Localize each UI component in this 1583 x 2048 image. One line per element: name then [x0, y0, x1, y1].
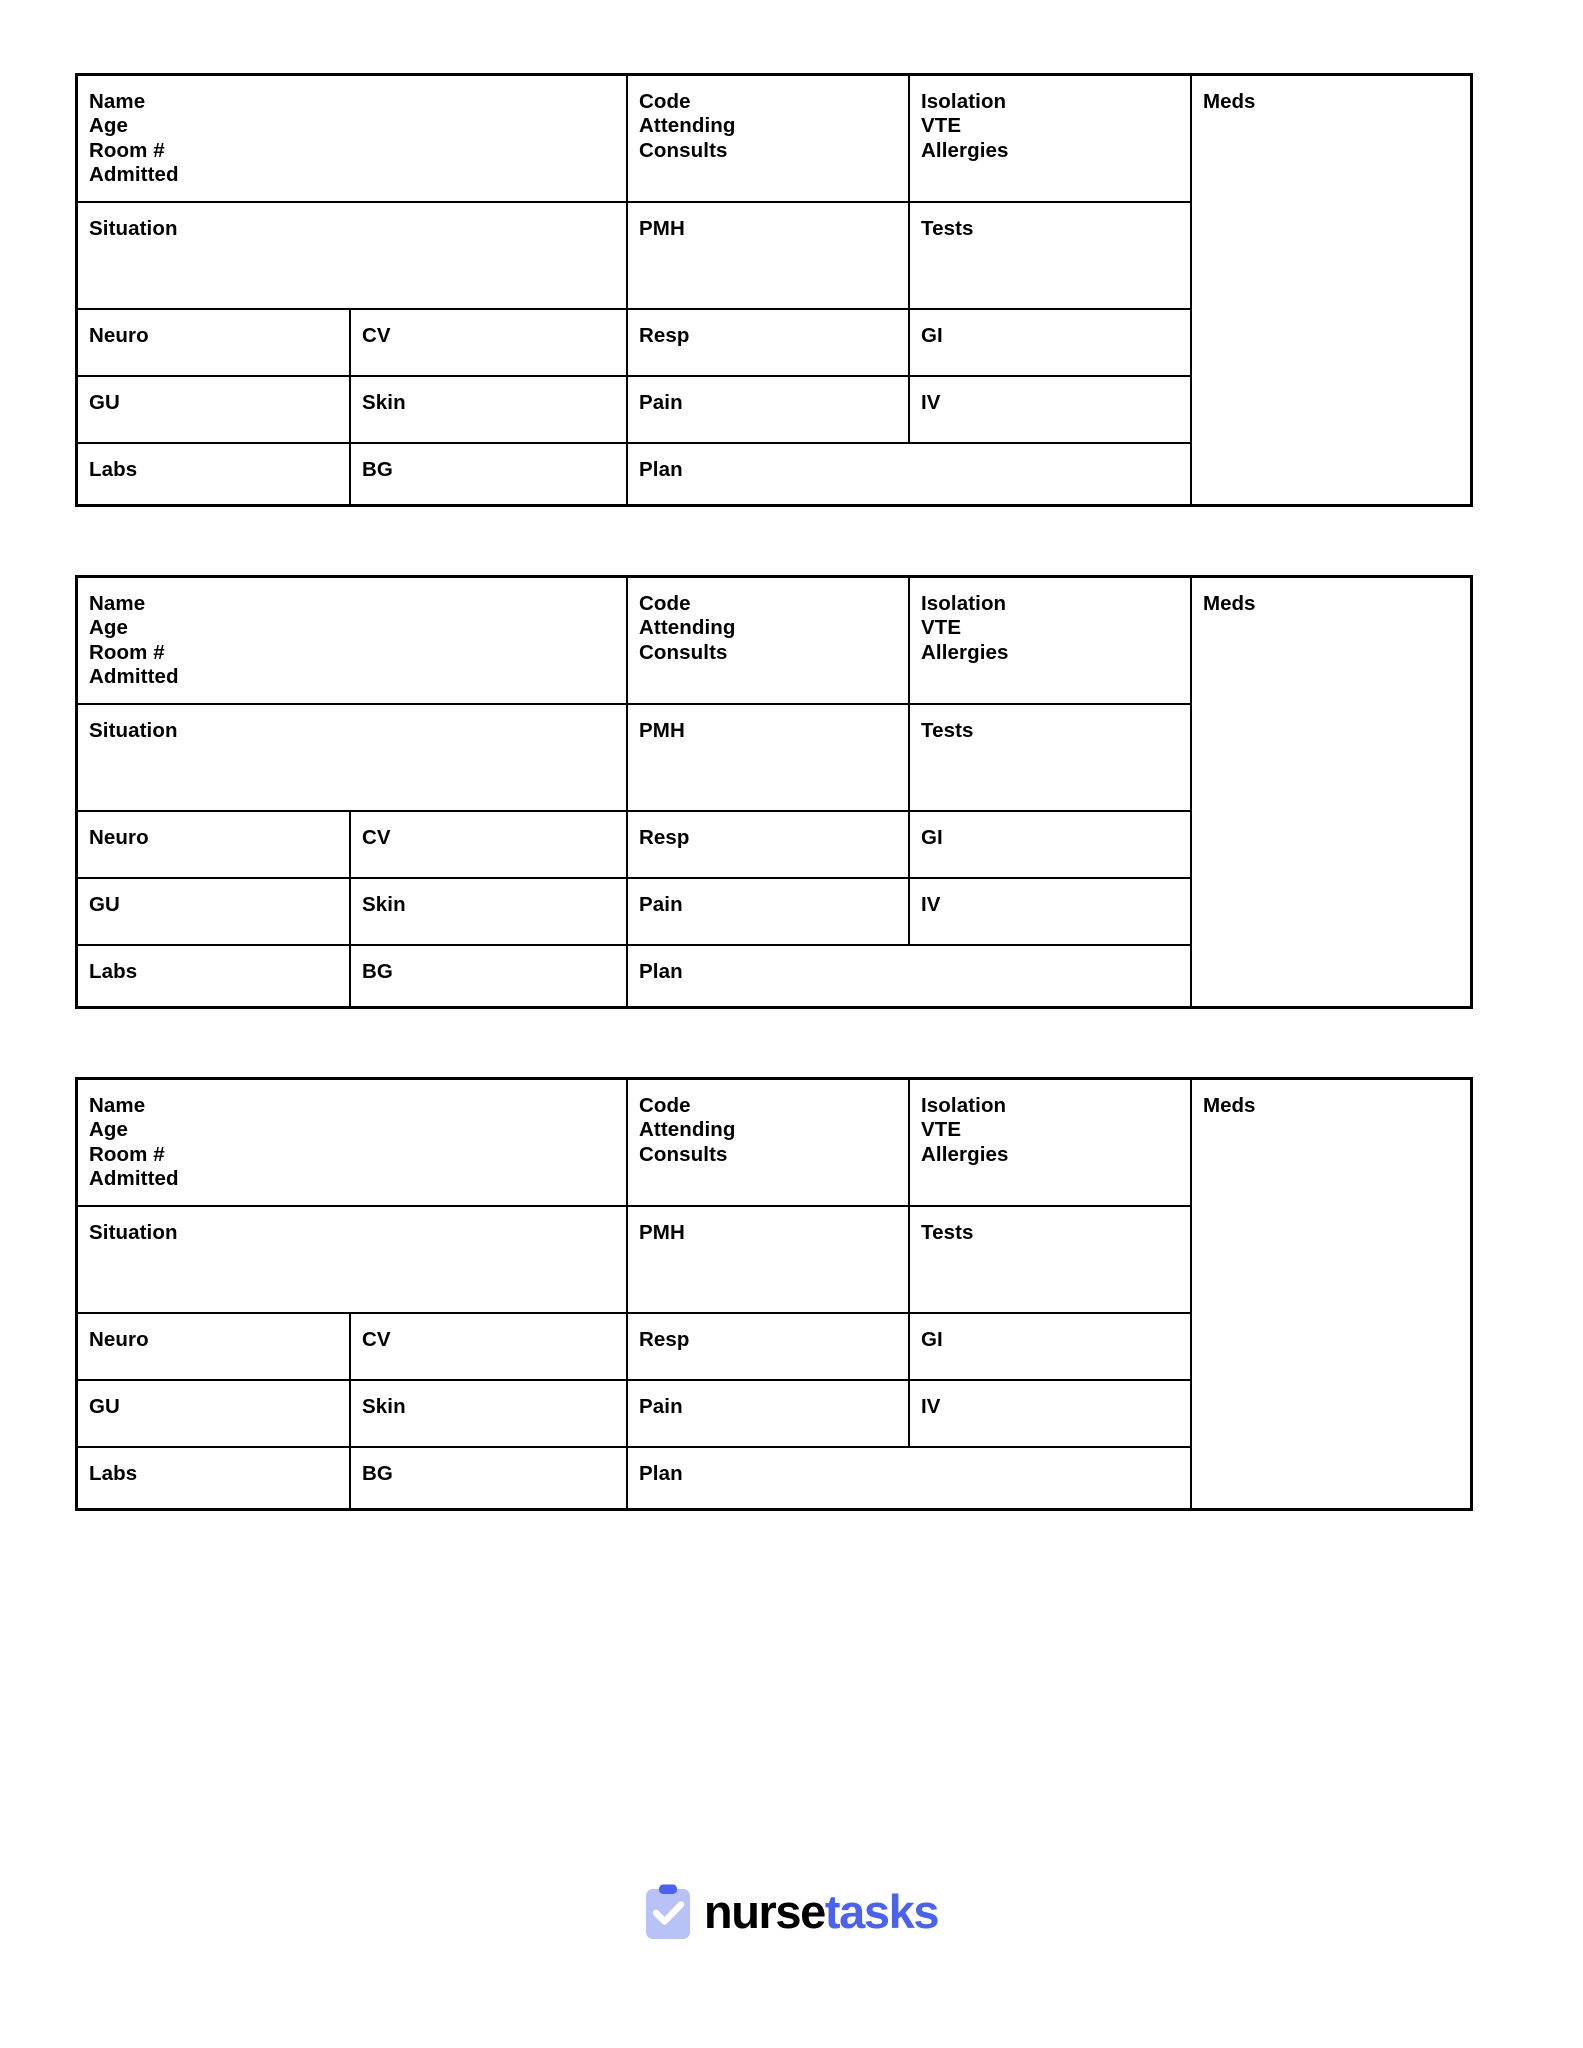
label-iv: IV [921, 893, 941, 916]
label-room-number: Room # [89, 138, 165, 162]
situation-row [78, 1207, 1190, 1314]
situation-row [78, 705, 1190, 812]
label-skin: Skin [362, 391, 406, 414]
label-labs: Labs [89, 458, 138, 481]
meds-cell[interactable] [1192, 73, 1473, 507]
label-tests: Tests [921, 1221, 974, 1244]
pmh-cell[interactable] [628, 1207, 910, 1312]
skin-cell[interactable] [351, 377, 628, 442]
patient-identifiers-cell[interactable] [78, 1080, 628, 1205]
systems-row-2 [78, 1381, 1190, 1448]
safety-cell[interactable] [910, 578, 1190, 703]
cv-cell[interactable] [351, 1314, 628, 1379]
systems-row-3 [78, 1448, 1190, 1508]
label-allergies: Allergies [921, 640, 1009, 664]
label-name: Name [89, 90, 146, 113]
care-team-cell[interactable] [628, 1080, 910, 1205]
label-admitted: Admitted [89, 163, 179, 187]
label-code: Code [639, 592, 691, 615]
label-neuro: Neuro [89, 1328, 149, 1351]
label-pmh: PMH [639, 719, 685, 742]
patient-identifiers-cell[interactable] [78, 578, 628, 703]
situation-row [78, 203, 1190, 310]
label-iv: IV [921, 1395, 941, 1418]
label-neuro: Neuro [89, 324, 149, 347]
label-pmh: PMH [639, 1221, 685, 1244]
label-gi: GI [921, 1328, 943, 1351]
label-resp: Resp [639, 324, 690, 347]
label-pmh: PMH [639, 217, 685, 240]
tests-cell[interactable] [910, 1207, 1190, 1312]
systems-row-1 [78, 310, 1190, 377]
header-row [78, 578, 1190, 705]
label-bg: BG [362, 960, 393, 983]
label-situation: Situation [89, 1221, 178, 1244]
label-bg: BG [362, 1462, 393, 1485]
situation-cell[interactable] [78, 705, 628, 810]
label-name: Name [89, 592, 146, 615]
tests-cell[interactable] [910, 705, 1190, 810]
label-attending: Attending [639, 114, 736, 138]
meds-cell[interactable] [1192, 575, 1473, 1009]
gi-cell[interactable] [910, 812, 1190, 877]
label-plan: Plan [639, 458, 683, 481]
label-gi: GI [921, 826, 943, 849]
label-vte: VTE [921, 616, 962, 640]
iv-cell[interactable] [910, 1381, 1190, 1446]
gu-cell[interactable] [78, 879, 351, 944]
header-row [78, 76, 1190, 203]
cv-cell[interactable] [351, 310, 628, 375]
report-sheet-grid [75, 575, 1192, 1009]
logo-wordmark [703, 1885, 939, 1938]
gi-cell[interactable] [910, 1314, 1190, 1379]
label-meds: Meds [1203, 1094, 1256, 1117]
label-consults: Consults [639, 1142, 728, 1166]
cv-cell[interactable] [351, 812, 628, 877]
report-sheet-grid [75, 73, 1192, 507]
page-footer [0, 1884, 1583, 1939]
resp-cell[interactable] [628, 310, 910, 375]
resp-cell[interactable] [628, 812, 910, 877]
label-attending: Attending [639, 616, 736, 640]
label-age: Age [89, 114, 129, 138]
label-pain: Pain [639, 893, 683, 916]
label-cv: CV [362, 324, 391, 347]
label-code: Code [639, 90, 691, 113]
pain-cell[interactable] [628, 1381, 910, 1446]
neuro-cell[interactable] [78, 812, 351, 877]
patient-identifiers-cell[interactable] [78, 76, 628, 201]
label-attending: Attending [639, 1118, 736, 1142]
label-admitted: Admitted [89, 1167, 179, 1191]
tests-cell[interactable] [910, 203, 1190, 308]
systems-row-2 [78, 377, 1190, 444]
gu-cell[interactable] [78, 1381, 351, 1446]
label-pain: Pain [639, 1395, 683, 1418]
label-vte: VTE [921, 1118, 962, 1142]
report-sheet-card [75, 575, 1473, 1009]
label-age: Age [89, 616, 129, 640]
safety-cell[interactable] [910, 1080, 1190, 1205]
plan-cell[interactable] [628, 444, 1190, 504]
clipboard-check-icon [645, 1884, 691, 1939]
bg-cell[interactable] [351, 1448, 628, 1508]
label-iv: IV [921, 391, 941, 414]
label-tests: Tests [921, 719, 974, 742]
label-labs: Labs [89, 1462, 138, 1485]
label-gu: GU [89, 391, 120, 414]
systems-row-1 [78, 812, 1190, 879]
situation-cell[interactable] [78, 203, 628, 308]
label-resp: Resp [639, 1328, 690, 1351]
systems-row-3 [78, 946, 1190, 1006]
gi-cell[interactable] [910, 310, 1190, 375]
labs-cell[interactable] [78, 444, 351, 504]
label-isolation: Isolation [921, 90, 1007, 113]
resp-cell[interactable] [628, 1314, 910, 1379]
pmh-cell[interactable] [628, 705, 910, 810]
label-gi: GI [921, 324, 943, 347]
label-situation: Situation [89, 217, 178, 240]
label-skin: Skin [362, 1395, 406, 1418]
report-sheet-grid [75, 1077, 1192, 1511]
pmh-cell[interactable] [628, 203, 910, 308]
iv-cell[interactable] [910, 879, 1190, 944]
nursetasks-logo [645, 1884, 938, 1939]
label-allergies: Allergies [921, 1142, 1009, 1166]
label-consults: Consults [639, 138, 728, 162]
label-admitted: Admitted [89, 665, 179, 689]
label-gu: GU [89, 1395, 120, 1418]
label-bg: BG [362, 458, 393, 481]
label-code: Code [639, 1094, 691, 1117]
label-cv: CV [362, 1328, 391, 1351]
label-isolation: Isolation [921, 1094, 1007, 1117]
logo-word-primary: nurse [703, 1885, 825, 1938]
header-row [78, 1080, 1190, 1207]
plan-cell[interactable] [628, 946, 1190, 1006]
label-plan: Plan [639, 1462, 683, 1485]
label-room-number: Room # [89, 1142, 165, 1166]
label-plan: Plan [639, 960, 683, 983]
label-name: Name [89, 1094, 146, 1117]
label-vte: VTE [921, 114, 962, 138]
plan-cell[interactable] [628, 1448, 1190, 1508]
pain-cell[interactable] [628, 377, 910, 442]
label-isolation: Isolation [921, 592, 1007, 615]
situation-cell[interactable] [78, 1207, 628, 1312]
labs-cell[interactable] [78, 1448, 351, 1508]
label-tests: Tests [921, 217, 974, 240]
label-meds: Meds [1203, 592, 1256, 615]
label-skin: Skin [362, 893, 406, 916]
label-resp: Resp [639, 826, 690, 849]
label-neuro: Neuro [89, 826, 149, 849]
label-room-number: Room # [89, 640, 165, 664]
label-situation: Situation [89, 719, 178, 742]
care-team-cell[interactable] [628, 578, 910, 703]
label-gu: GU [89, 893, 120, 916]
bg-cell[interactable] [351, 946, 628, 1006]
systems-row-3 [78, 444, 1190, 504]
neuro-cell[interactable] [78, 1314, 351, 1379]
safety-cell[interactable] [910, 76, 1190, 201]
label-labs: Labs [89, 960, 138, 983]
iv-cell[interactable] [910, 377, 1190, 442]
label-meds: Meds [1203, 90, 1256, 113]
logo-word-secondary: tasks [824, 1885, 939, 1938]
report-sheet-card [75, 73, 1473, 507]
pain-cell[interactable] [628, 879, 910, 944]
label-consults: Consults [639, 640, 728, 664]
meds-cell[interactable] [1192, 1077, 1473, 1511]
systems-row-2 [78, 879, 1190, 946]
skin-cell[interactable] [351, 1381, 628, 1446]
gu-cell[interactable] [78, 377, 351, 442]
label-cv: CV [362, 826, 391, 849]
label-allergies: Allergies [921, 138, 1009, 162]
label-pain: Pain [639, 391, 683, 414]
skin-cell[interactable] [351, 879, 628, 944]
care-team-cell[interactable] [628, 76, 910, 201]
label-age: Age [89, 1118, 129, 1142]
neuro-cell[interactable] [78, 310, 351, 375]
report-sheet-list [75, 73, 1473, 1511]
report-sheet-card [75, 1077, 1473, 1511]
systems-row-1 [78, 1314, 1190, 1381]
bg-cell[interactable] [351, 444, 628, 504]
labs-cell[interactable] [78, 946, 351, 1006]
